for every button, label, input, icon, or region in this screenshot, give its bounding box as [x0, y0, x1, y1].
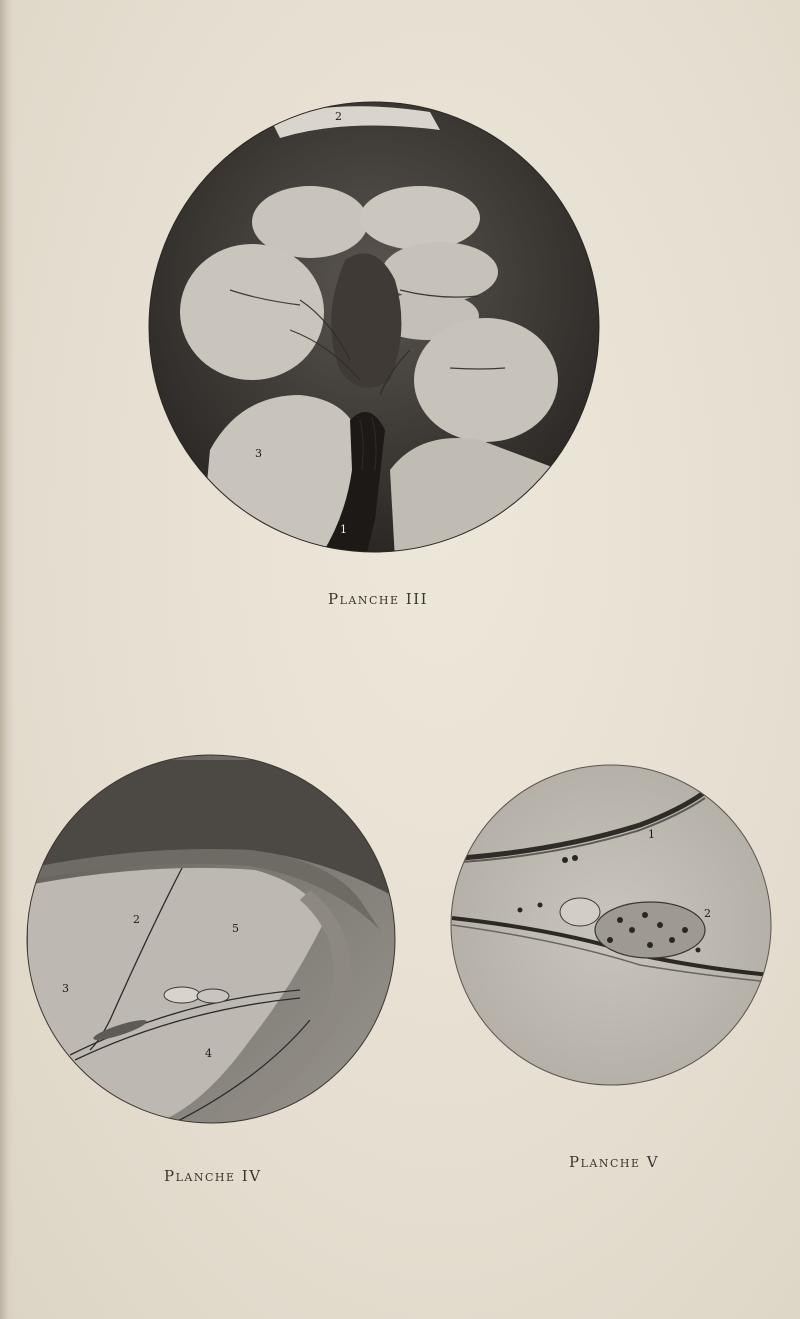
plate-5-label-2: 2	[704, 907, 711, 920]
plate-4-label-3: 3	[62, 982, 69, 995]
plate-4-caption: Planche IV	[164, 1167, 262, 1185]
plate-3-label-2: 2	[335, 110, 342, 123]
plate-3-label-3: 3	[255, 447, 262, 460]
plate-5-caption: Planche V	[569, 1153, 660, 1171]
plate-4-label-5: 5	[232, 922, 239, 935]
plate-5-micrograph	[451, 765, 771, 1085]
plate-3-caption: Planche III	[328, 590, 429, 608]
plate-3-micrograph	[149, 102, 599, 560]
plate-3-label-1: 1	[340, 523, 347, 536]
plate-4-label-2: 2	[133, 913, 140, 926]
plate-5-label-1: 1	[648, 828, 655, 841]
plate-4-micrograph	[20, 755, 400, 1125]
plate-4-label-4: 4	[205, 1047, 212, 1060]
